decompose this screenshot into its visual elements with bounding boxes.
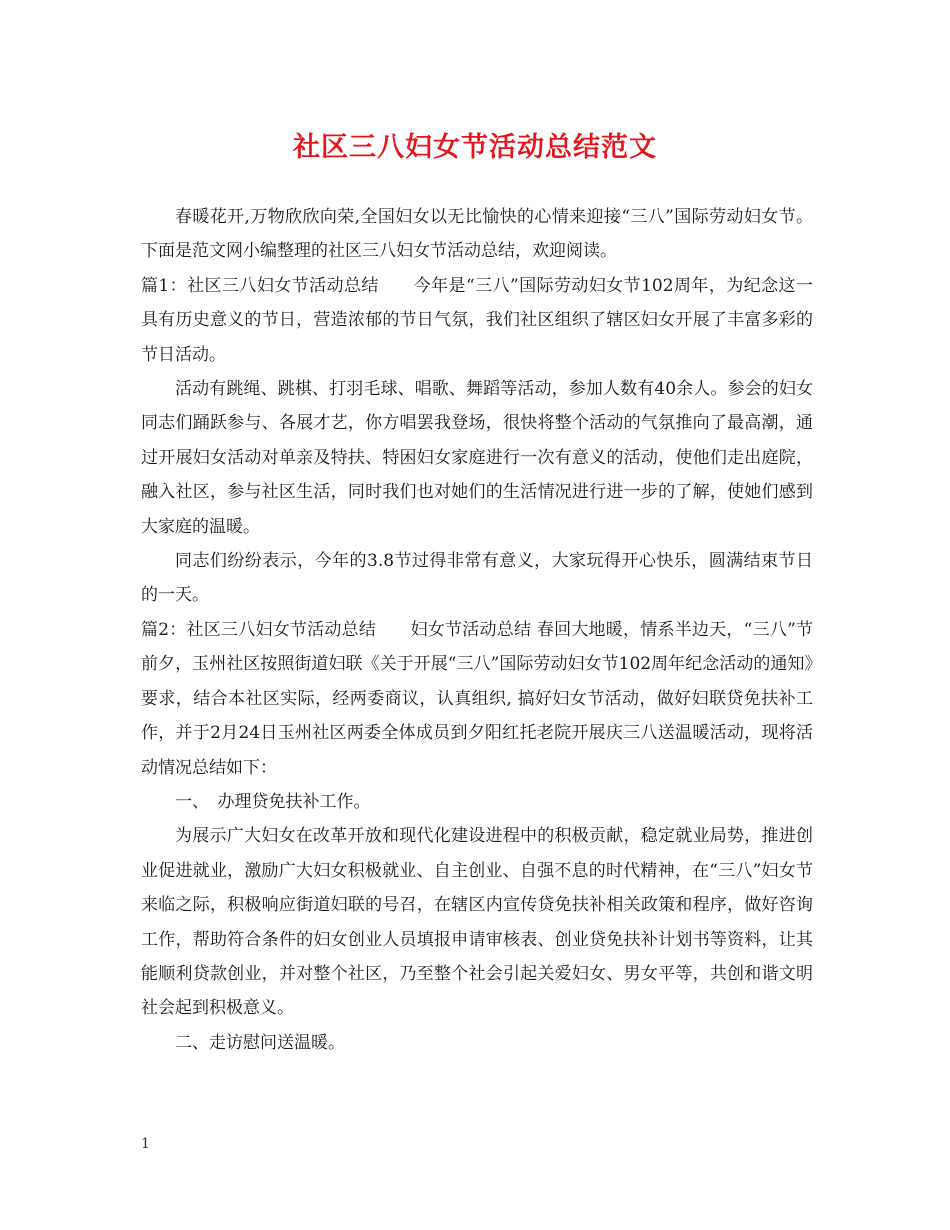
- paragraph-article-1-heading: 篇1：社区三八妇女节活动总结 今年是“三八”国际劳动妇女节102周年，为纪念这一具有历史意义的节日，营造浓郁的节日气氛，我们社区组织了辖区妇女开展了丰富多彩的节日活动。: [141, 275, 813, 365]
- page-number: 1: [141, 1136, 150, 1152]
- paragraph-intro: 春暖花开,万物欣欣向荣,全国妇女以无比愉快的心情来迎接“三八”国际劳动妇女节。下面是范文网小编整理的社区三八妇女节活动总结，欢迎阅读。: [141, 207, 813, 262]
- paragraph-comments: 同志们纷纷表示，今年的3.8节过得非常有意义，大家玩得开心快乐，圆满结束节日的一天。: [141, 551, 813, 606]
- document-title: 社区三八妇女节活动总结范文: [293, 132, 657, 163]
- paragraph-article-2-heading: 篇2：社区三八妇女节活动总结 妇女节活动总结 春回大地暖，情系半边天，“三八”节前夕，玉州社区按照街道妇联《关于开展“三八”国际劳动妇女节102周年纪念活动的通知》要求，结合本社区实际，经两委商议，认真组织, 搞好妇女节活动，做好妇联贷免扶补工作，并于2月24日玉州社区两委全体成员到夕阳红托老院开展庆三八送温暖活动，现将活动情况总结如下：: [141, 619, 813, 778]
- paragraph-loan-work: 为展示广大妇女在改革开放和现代化建设进程中的积极贡献，稳定就业局势，推进创业促进就业，激励广大妇女积极就业、自主创业、自强不息的时代精神，在“三八”妇女节来临之际，积极响应街道妇联的号召，在辖区内宣传贷免扶补相关政策和程序，做好咨询工作，帮助符合条件的妇女创业人员填报申请审核表、创业贷免扶补计划书等资料，让其能顺利贷款创业，并对整个社区，乃至整个社会引起关爱妇女、男女平等，共创和谐文明社会起到积极意义。: [141, 826, 813, 1019]
- section-heading-visits: 二、走访慰问送温暖。: [175, 1032, 345, 1053]
- document-body: [141, 200, 813, 1060]
- paragraph-activities: 活动有跳绳、跳棋、打羽毛球、唱歌、舞蹈等活动，参加人数有40余人。参会的妇女同志们踊跃参与、各展才艺，你方唱罢我登场，很快将整个活动的气氛推向了最高潮，通过开展妇女活动对单亲及特扶、特困妇女家庭进行一次有意义的活动，使他们走出庭院，融入社区，参与社区生活，同时我们也对她们的生活情况进行进一步的了解，使她们感到大家庭的温暖。: [141, 379, 813, 537]
- section-heading-loan-work: 一、 办理贷免扶补工作。: [175, 791, 371, 812]
